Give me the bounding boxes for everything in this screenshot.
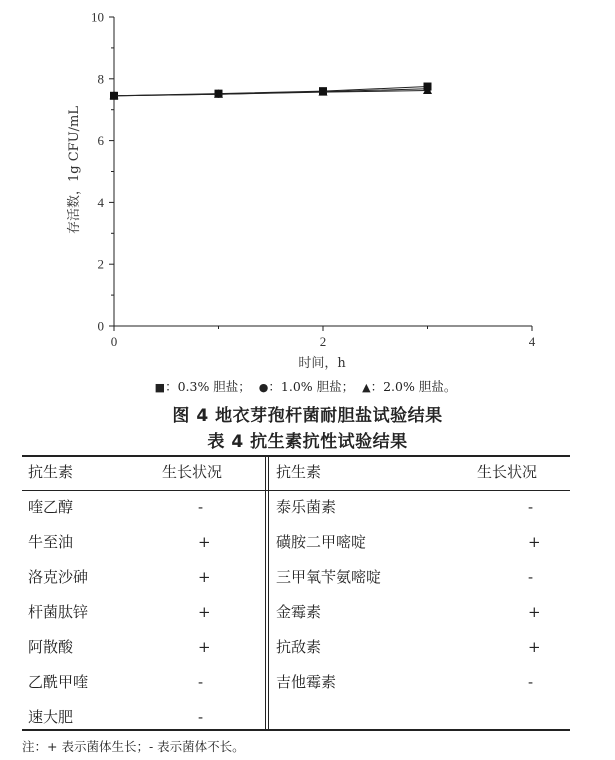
table-row [270,595,570,630]
legend-item-1 [259,379,354,394]
growth-status: - [198,708,204,726]
antibiotic-name: 阿散酸 [28,638,74,656]
antibiotic-name: 磺胺二甲嘧啶 [276,533,367,551]
y-tick-label: 10 [91,9,104,25]
antibiotic-name: 杆菌肽锌 [28,603,89,621]
table-row [22,700,265,735]
antibiotic-name: 抗敌素 [276,638,322,656]
growth-status: + [198,638,211,656]
figure-caption: 图 4 地衣芽孢杆菌耐胆盐试验结果 [172,406,443,426]
table-row [22,490,265,525]
table-row [270,560,570,595]
antibiotic-table [22,455,570,731]
y-tick-label: 4 [97,194,104,210]
chart-legend [0,377,615,395]
table-caption: 表 4 抗生素抗性试验结果 [207,432,408,452]
growth-status: + [528,603,541,621]
triangle-marker-icon: ▲ [362,381,371,394]
antibiotic-name: 牛至油 [28,533,74,551]
series-line-2 [114,91,428,96]
growth-status: - [198,673,204,691]
y-tick-label: 6 [97,133,104,149]
growth-status: - [528,568,534,586]
header-antibiotic: 抗生素 [276,463,322,481]
antibiotic-name: 速大肥 [28,708,74,726]
antibiotic-name: 泰乐菌素 [276,498,337,516]
table-row [270,525,570,560]
legend-label: ：2.0% 胆盐。 [370,379,457,394]
table-double-divider [265,455,269,731]
table-note: 注：+ 表示菌体生长；- 表示菌体不长。 [22,739,245,754]
table-row [270,665,570,700]
growth-status: + [198,603,211,621]
y-tick-label: 0 [97,318,104,334]
antibiotic-name: 洛克沙砷 [28,568,89,586]
antibiotic-name: 金霉素 [276,603,322,621]
legend-item-2 [362,379,456,394]
table-header-left [22,455,265,490]
header-antibiotic: 抗生素 [28,463,74,481]
table-row [22,595,265,630]
growth-status: + [198,533,211,551]
table-row [270,630,570,665]
chart-series [110,83,433,100]
growth-status: + [528,638,541,656]
square-marker-icon: ■ [154,381,166,394]
table-row [22,560,265,595]
growth-status: - [198,498,204,516]
growth-status: + [528,533,541,551]
header-growth: 生长状况 [477,463,538,481]
growth-status: + [198,568,211,586]
antibiotic-name: 喹乙醇 [28,498,74,516]
table-row [22,630,265,665]
header-growth: 生长状况 [162,463,223,481]
chart-ticks [91,10,536,350]
antibiotic-name: 三甲氧苄氨嘧啶 [276,568,382,586]
x-axis-label: 时间，h [298,356,346,371]
growth-status: - [528,498,534,516]
y-tick-label: 8 [97,71,104,87]
legend-item-0 [155,379,251,394]
table-row [22,525,265,560]
table-row [270,490,570,525]
x-tick-label: 0 [110,334,118,349]
table-header-right [270,455,570,490]
chart-axes [114,17,532,326]
legend-label: ：1.0% 胆盐； [268,379,355,394]
antibiotic-name: 乙酰甲喹 [28,673,89,691]
growth-status: - [528,673,534,691]
x-tick-label: 2 [319,334,327,349]
antibiotic-name: 吉他霉素 [276,673,337,691]
table-row [22,665,265,700]
circle-marker-icon: ● [258,381,269,394]
y-axis-label: 存活数，1g CFU/mL [67,106,82,234]
legend-label: ：0.3% 胆盐； [165,379,251,394]
x-tick-label: 4 [528,334,536,349]
y-tick-label: 2 [97,256,104,272]
